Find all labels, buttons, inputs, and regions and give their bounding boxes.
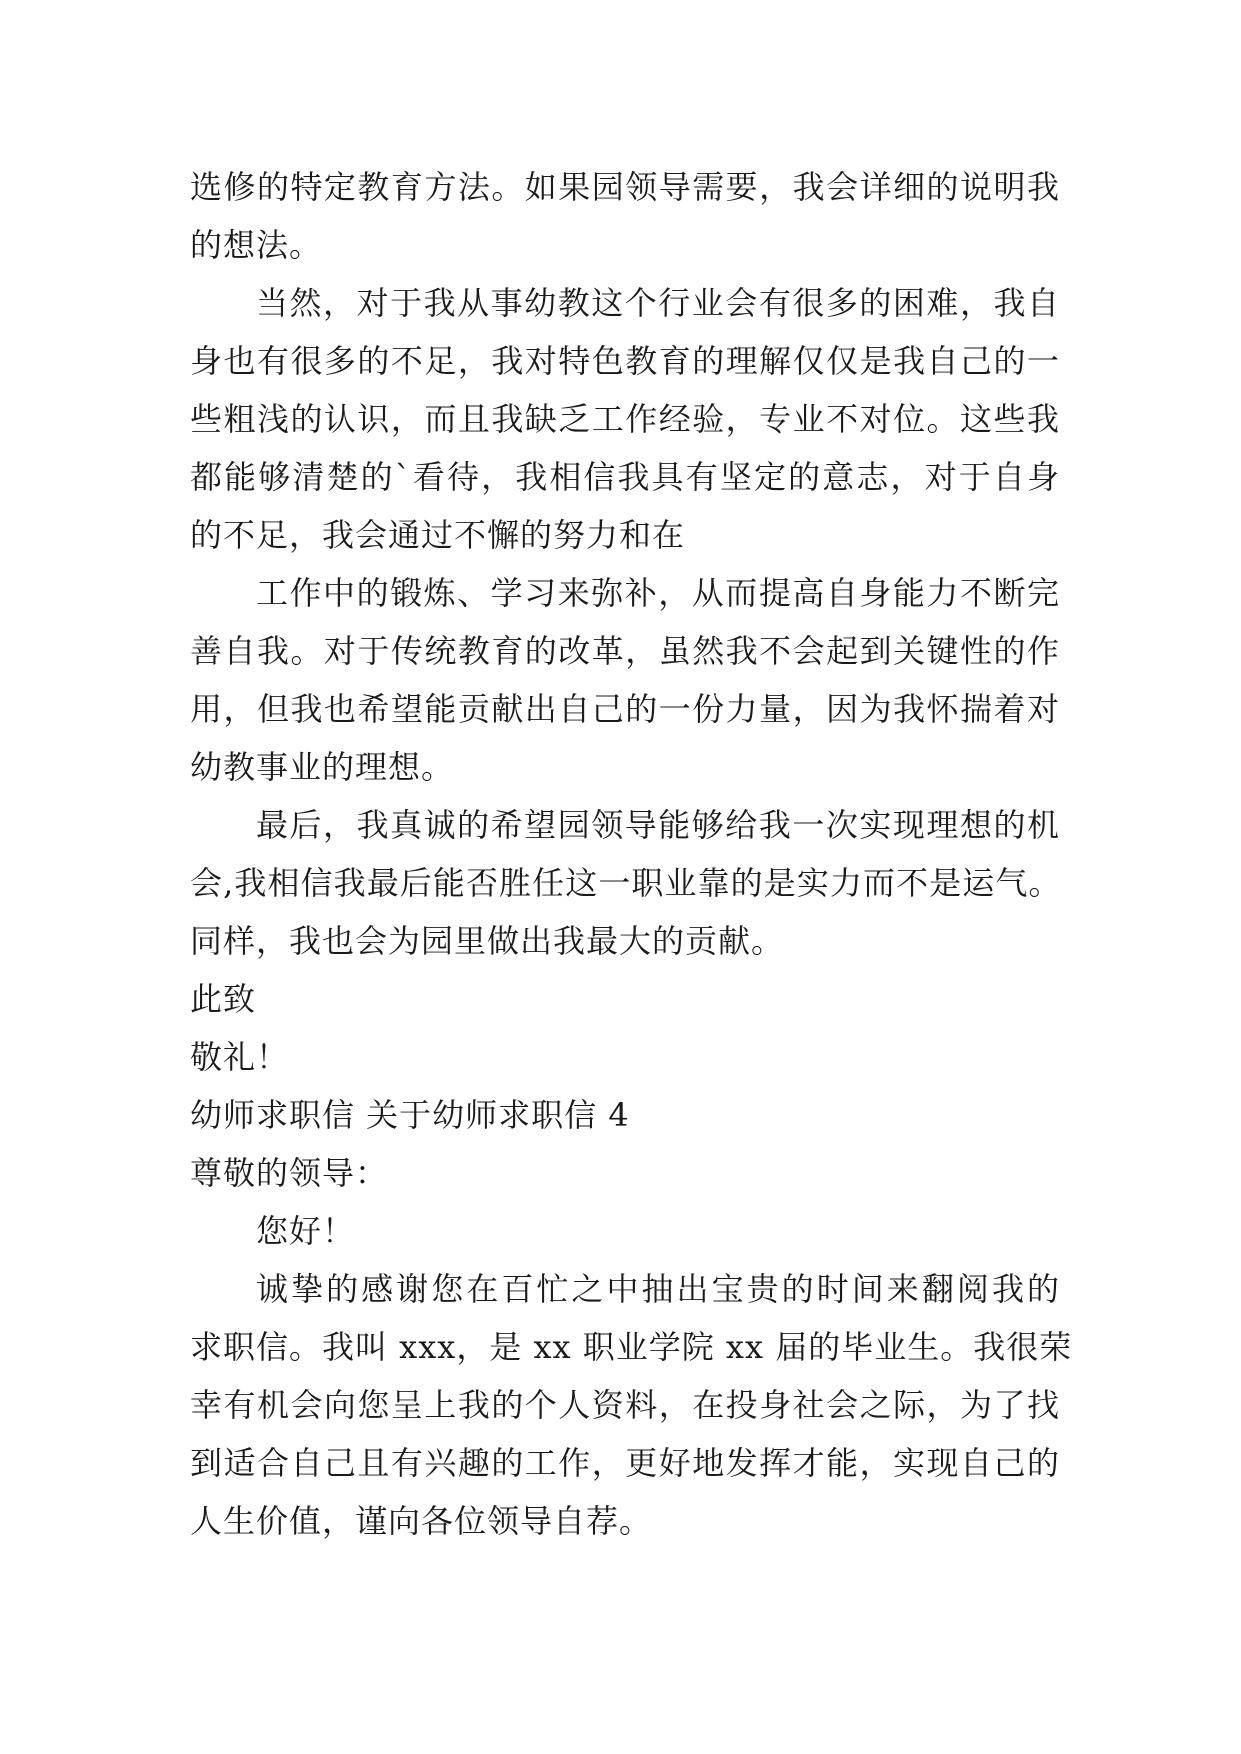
text-line: 幸有机会向您呈上我的个人资料，在投身社会之际，为了找 bbox=[190, 1386, 1060, 1424]
paragraph-start-line: 诚挚的感谢您在百忙之中抽出宝贵的时间来翻阅我的 bbox=[256, 1270, 1060, 1308]
text-line: 身也有很多的不足，我对特色教育的理解仅仅是我自己的一 bbox=[190, 342, 1060, 380]
text-line: 选修的特定教育方法。如果园领导需要，我会详细的说明我 bbox=[190, 168, 1060, 206]
text-line: 到适合自己且有兴趣的工作，更好地发挥才能，实现自己的 bbox=[190, 1444, 1060, 1482]
text-line: 些粗浅的认识，而且我缺乏工作经验，专业不对位。这些我 bbox=[190, 400, 1060, 438]
closing-line: 此致 bbox=[190, 980, 257, 1018]
text-line: 人生价值，谨向各位领导自荐。 bbox=[190, 1502, 653, 1540]
text-line: 幼教事业的理想。 bbox=[190, 748, 455, 786]
text-line: 都能够清楚的`看待，我相信我具有坚定的意志，对于自身 bbox=[190, 458, 1060, 496]
paragraph-start-line: 当然，对于我从事幼教这个行业会有很多的困难，我自 bbox=[256, 284, 1060, 322]
greeting: 您好！ bbox=[256, 1212, 356, 1250]
salutation: 尊敬的领导： bbox=[190, 1154, 389, 1192]
section-title: 幼师求职信 关于幼师求职信 4 bbox=[190, 1096, 630, 1134]
text-line: 求职信。我叫 xxx，是 xx 职业学院 xx 届的毕业生。我很荣 bbox=[190, 1328, 1073, 1366]
text-line: 同样，我也会为园里做出我最大的贡献。 bbox=[190, 922, 785, 960]
text-line: 的想法。 bbox=[190, 226, 323, 264]
text-line: 的不足，我会通过不懈的努力和在 bbox=[190, 516, 686, 554]
paragraph-start-line: 工作中的锻炼、学习来弥补，从而提高自身能力不断完 bbox=[256, 574, 1060, 612]
closing-line: 敬礼！ bbox=[190, 1038, 290, 1076]
text-line: 善自我。对于传统教育的改革，虽然我不会起到关键性的作 bbox=[190, 632, 1060, 670]
paragraph-start-line: 最后，我真诚的希望园领导能够给我一次实现理想的机 bbox=[256, 806, 1060, 844]
text-line: 会,我相信我最后能否胜任这一职业靠的是实力而不是运气。 bbox=[190, 864, 1060, 902]
text-line: 用，但我也希望能贡献出自己的一份力量，因为我怀揣着对 bbox=[190, 690, 1060, 728]
